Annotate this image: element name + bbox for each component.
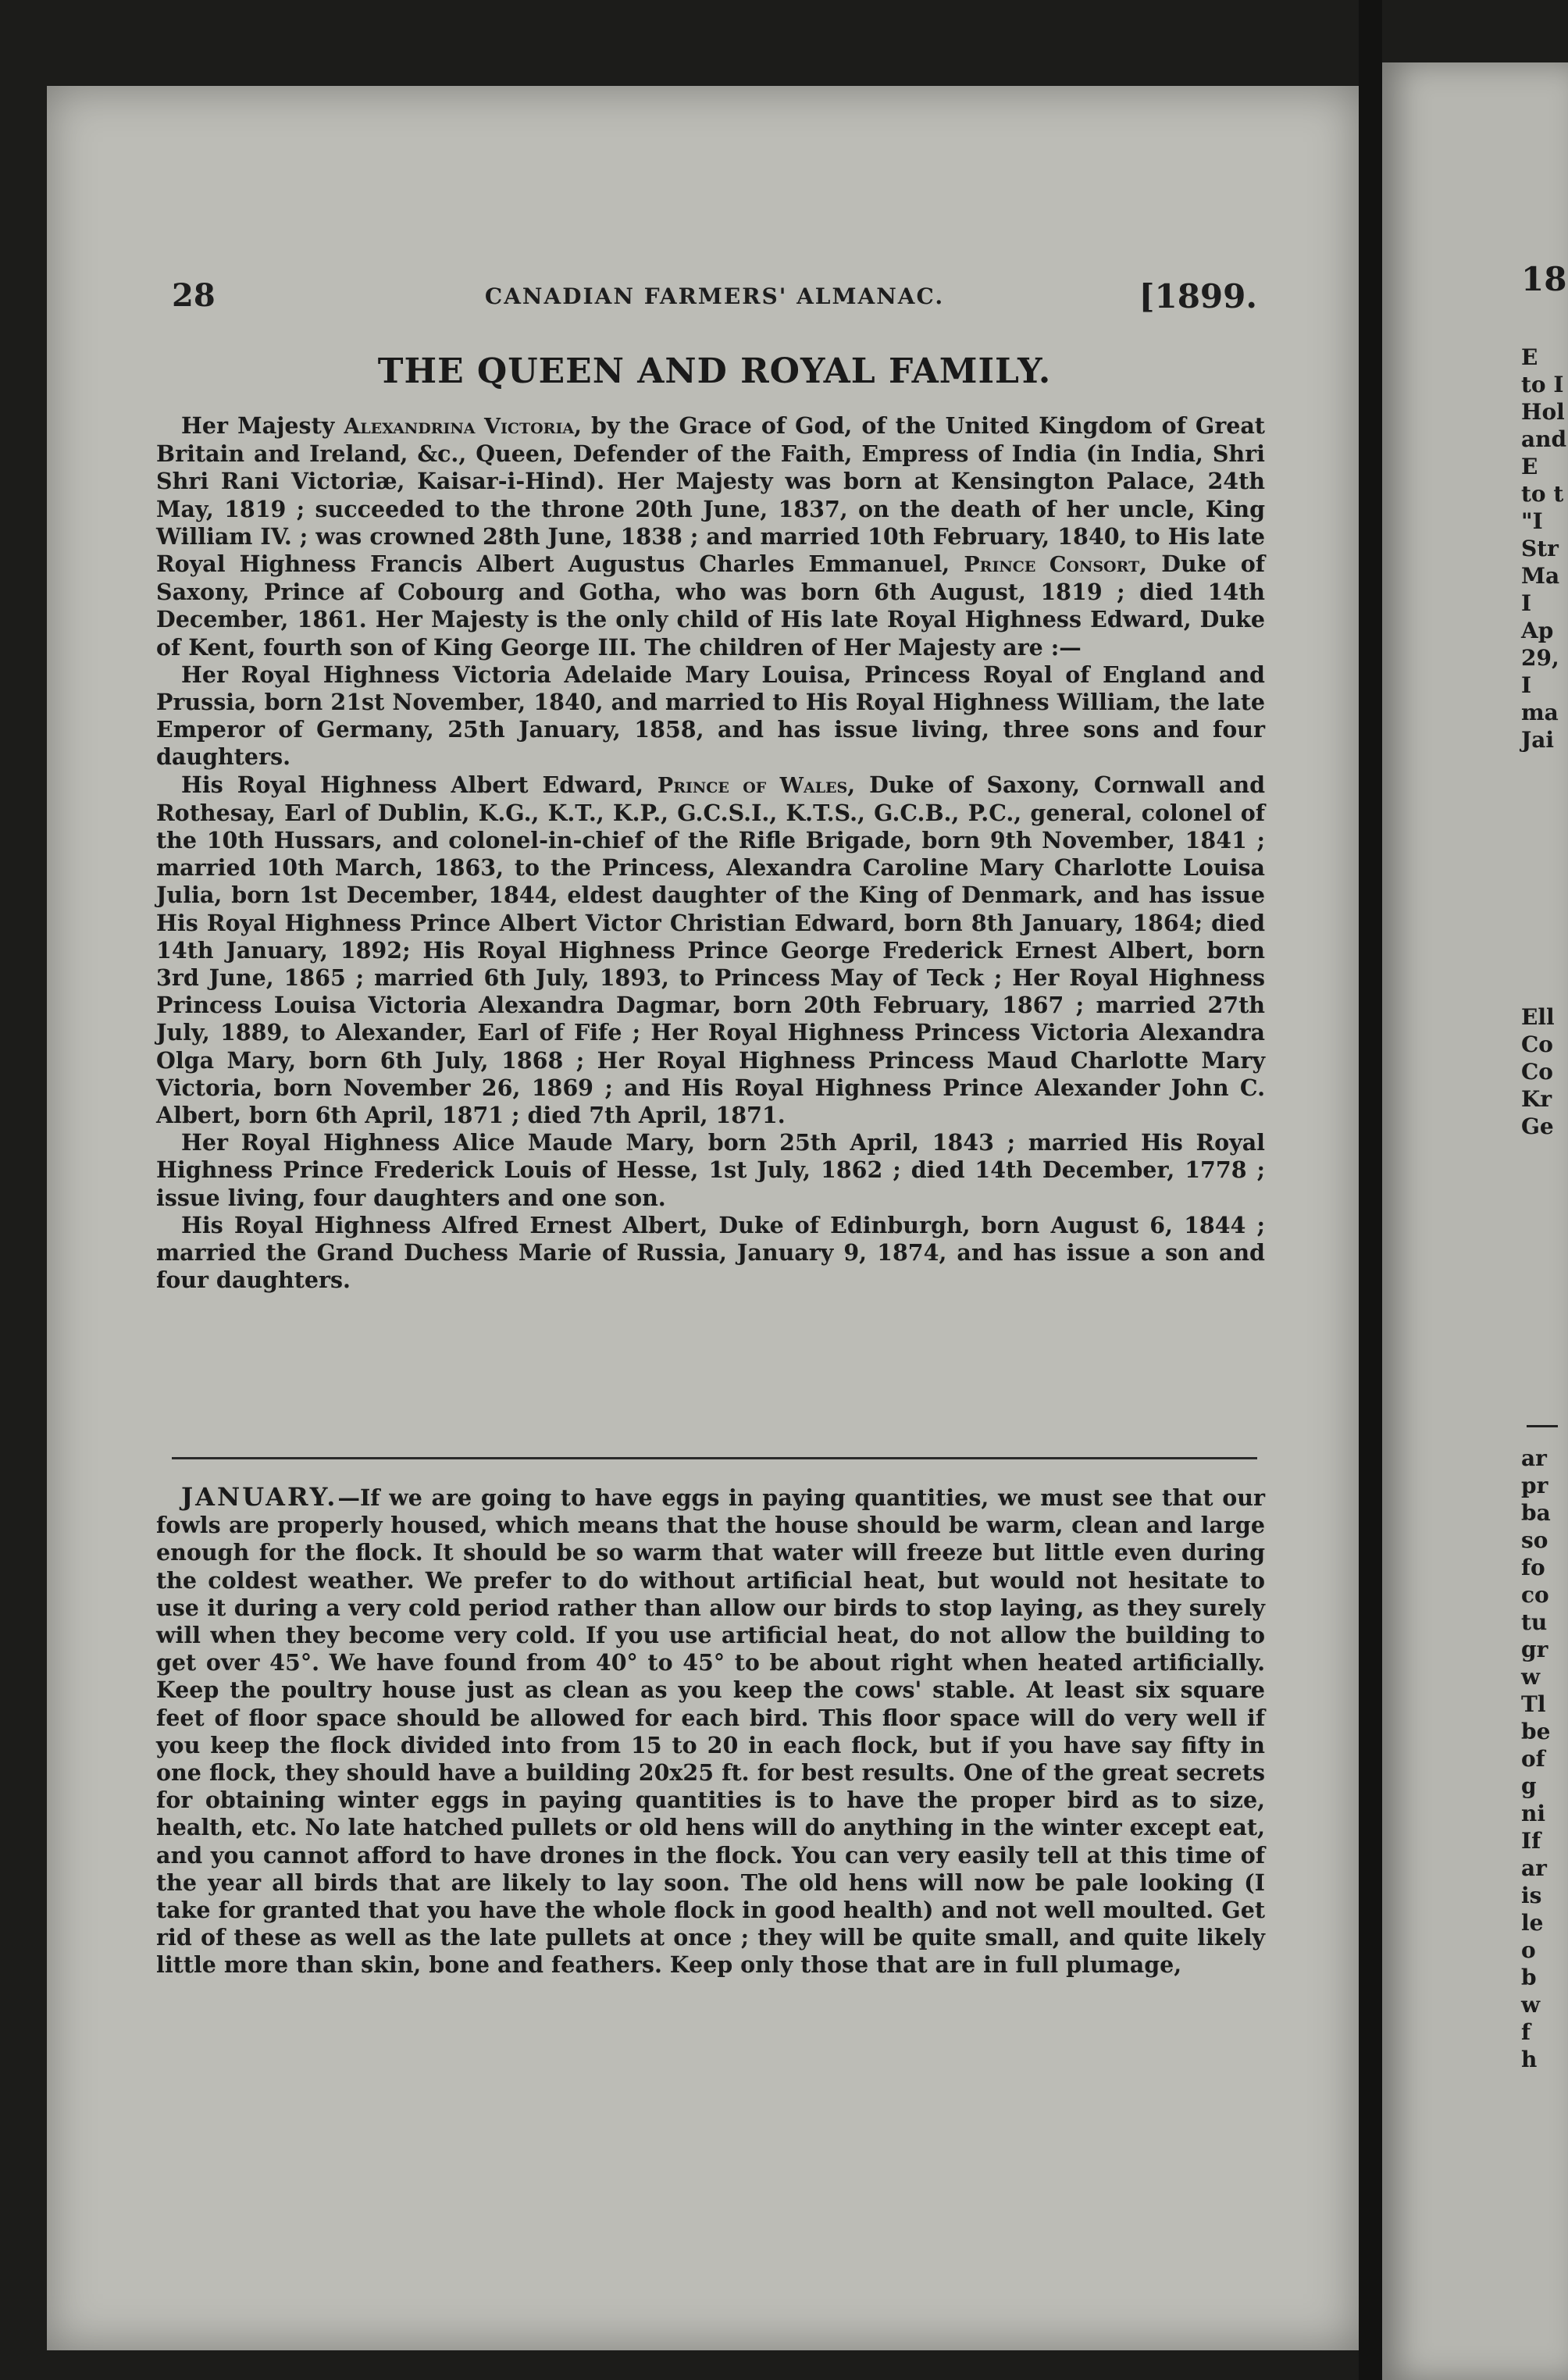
paragraph: Her Royal Highness Victoria Adelaide Mary Louisa, Princess Royal of England and Prussia, born 21st November, 1840, and married to His Royal Highness William, the late Emperor of Germany, 25th January, 1858, and has issue living, three sons and four daughters. [156, 661, 1265, 771]
facing-fragment: tu [1521, 1609, 1548, 1635]
page-number: 28 [172, 277, 216, 314]
facing-fragment: If [1521, 1828, 1541, 1854]
facing-fragment: w [1521, 1664, 1541, 1690]
facing-fragment: Str [1521, 536, 1559, 561]
facing-fragment: Jai [1521, 727, 1555, 753]
section-heading: JANUARY. [181, 1482, 338, 1512]
facing-fragment: Tl [1521, 1691, 1546, 1717]
paragraph: His Royal Highness Alfred Ernest Albert, Duke of Edinburgh, born August 6, 1844 ; married the Grand Duchess Marie of Russia, January 9, 1874, and has issue a son and four daughters. [156, 1211, 1265, 1294]
section-divider [172, 1457, 1257, 1459]
book-gutter [1359, 0, 1382, 2380]
facing-fragment: I [1521, 590, 1532, 616]
royal-family-text [156, 412, 1265, 1295]
facing-fragment: Ell [1521, 1004, 1555, 1030]
facing-fragment: Kr [1521, 1086, 1552, 1112]
facing-fragment: ba [1521, 1500, 1551, 1526]
facing-fragment: pr [1521, 1473, 1548, 1498]
facing-fragment: 29, [1521, 645, 1559, 671]
facing-fragment: E [1521, 454, 1538, 479]
facing-fragment: f [1521, 2019, 1531, 2045]
facing-fragment: Hol [1521, 399, 1565, 425]
header-year: [1899. [1139, 277, 1257, 315]
facing-fragment: ar [1521, 1445, 1547, 1471]
facing-year: 18 [1521, 260, 1567, 298]
facing-fragment: "I [1521, 508, 1543, 534]
facing-fragment: to I [1521, 372, 1564, 397]
paragraph: JANUARY.—If we are going to have eggs in paying quantities, we must see that our fowls are properly housed, which means that the house should be warm, clean and large enough for the flock. It should be so warm that water will freeze but little even during the coldest weather. We prefer to do without artificial heat, but would not hesitate to use it during a very cold period rather than allow our birds to stop laying, as they surely will when they become very cold. If you use artificial heat, do not allow the building to get over 45°. We have found from 40° to 45° to be about right when heated artificially. Keep the poultry house just as clean as you keep the cows' stable. At least six square feet of floor space should be allowed for each bird. This floor space will do very well if you keep the flock divided into from 15 to 20 in each flock, but if you have say fifty in one flock, they should have a building 20x25 ft. for best results. One of the great secrets for obtaining winter eggs in paying quantities is to have the proper bird as to size, health, etc. No late hatched pullets or old hens will do anything in the winter except eat, and you cannot afford to have drones in the flock. You can very easily tell at this time of the year all birds that are likely to lay soon. The old hens will now be pale looking (I take for granted that you have the whole flock in good health) and not well moulted. Get rid of these as well as the late pullets at once ; they will be quite small, and quite likely little more than skin, bone and feathers. Keep only those that are in full plumage, [156, 1482, 1265, 1979]
facing-fragment: g [1521, 1773, 1537, 1799]
facing-fragment: E [1521, 344, 1538, 370]
paragraph: Her Majesty Alexandrina Victoria, by the Grace of God, of the United Kingdom of Great Britain and Ireland, &c., Queen, Defender of the Faith, Empress of India (in India, Shri Shri Rani Victoriæ, Kaisar-i-Hind). Her Majesty was born at Kensington Palace, 24th May, 1819 ; succeeded to the throne 20th June, 1837, on the death of her uncle, King William IV. ; was crowned 28th June, 1838 ; and married 10th February, 1840, to His late Royal Highness Francis Albert Augustus Charles Emmanuel, Prince Consort, Duke of Saxony, Prince af Cobourg and Gotha, who was born 6th August, 1819 ; died 14th December, 1861. Her Majesty is the only child of His late Royal Highness Edward, Duke of Kent, fourth son of King George III. The children of Her Majesty are :— [156, 412, 1265, 661]
facing-fragment: gr [1521, 1637, 1548, 1662]
page-header [172, 277, 1257, 324]
facing-fragment: to t [1521, 481, 1564, 507]
facing-fragment: co [1521, 1582, 1549, 1608]
paragraph: Her Royal Highness Alice Maude Mary, born 25th April, 1843 ; married His Royal Highness Prince Frederick Louis of Hesse, 1st July, 1862 ; died 14th December, 1778 ; issue living, four daughters and one son. [156, 1129, 1265, 1211]
facing-fragment: so [1521, 1527, 1548, 1553]
facing-fragment: fo [1521, 1555, 1545, 1580]
facing-fragment: Ma [1521, 563, 1560, 589]
facing-fragment: le [1521, 1910, 1544, 1936]
running-head: CANADIAN FARMERS' ALMANAC. [484, 283, 945, 309]
facing-fragment: b [1521, 1965, 1537, 1990]
facing-fragment: o [1521, 1937, 1536, 1963]
facing-fragment: w [1521, 1992, 1541, 2018]
page-title: THE QUEEN AND ROYAL FAMILY. [377, 351, 1052, 391]
facing-fragment: Ap [1521, 618, 1554, 643]
facing-fragment: ma [1521, 700, 1559, 725]
facing-fragment: ni [1521, 1801, 1545, 1826]
facing-fragment: is [1521, 1883, 1542, 1908]
facing-fragment: h [1521, 2047, 1538, 2072]
facing-fragment: Ge [1521, 1113, 1554, 1139]
facing-fragment: Co [1521, 1059, 1553, 1085]
facing-fragment: I [1521, 672, 1532, 698]
facing-fragment: be [1521, 1719, 1551, 1744]
facing-fragment: ar [1521, 1855, 1547, 1881]
facing-column-mid [1521, 1003, 1555, 1140]
facing-fragment: of [1521, 1746, 1545, 1772]
facing-fragment: Co [1521, 1031, 1553, 1057]
facing-rule [1527, 1425, 1558, 1427]
facing-column-top [1521, 344, 1566, 754]
paragraph: His Royal Highness Albert Edward, Prince of Wales, Duke of Saxony, Cornwall and Rothesay, Earl of Dublin, K.G., K.T., K.P., G.C.S.I., K.T.S., G.C.B., P.C., general, colonel of the 10th Hussars, and colonel-in-chief of the Rifle Brigade, born 9th November, 1841 ; married 10th March, 1863, to the Princess, Alexandra Caroline Mary Charlotte Louisa Julia, born 1st December, 1844, eldest daughter of the King of Denmark, and has issue His Royal Highness Prince Albert Victor Christian Edward, born 8th January, 1864; died 14th January, 1892; His Royal Highness Prince George Frederick Ernest Albert, born 3rd June, 1865 ; married 6th July, 1893, to Princess May of Teck ; Her Royal Highness Princess Louisa Victoria Alexandra Dagmar, born 20th February, 1867 ; married 27th July, 1889, to Alexander, Earl of Fife ; Her Royal Highness Princess Victoria Alexandra Olga Mary, born 6th July, 1868 ; Her Royal Highness Princess Maud Charlotte Mary Victoria, born November 26, 1869 ; and His Royal Highness Prince Alexander John C. Albert, born 6th April, 1871 ; died 7th April, 1871. [156, 771, 1265, 1129]
facing-fragment: and [1521, 426, 1567, 452]
january-text [156, 1484, 1265, 1979]
facing-column-bottom [1521, 1445, 1551, 2073]
